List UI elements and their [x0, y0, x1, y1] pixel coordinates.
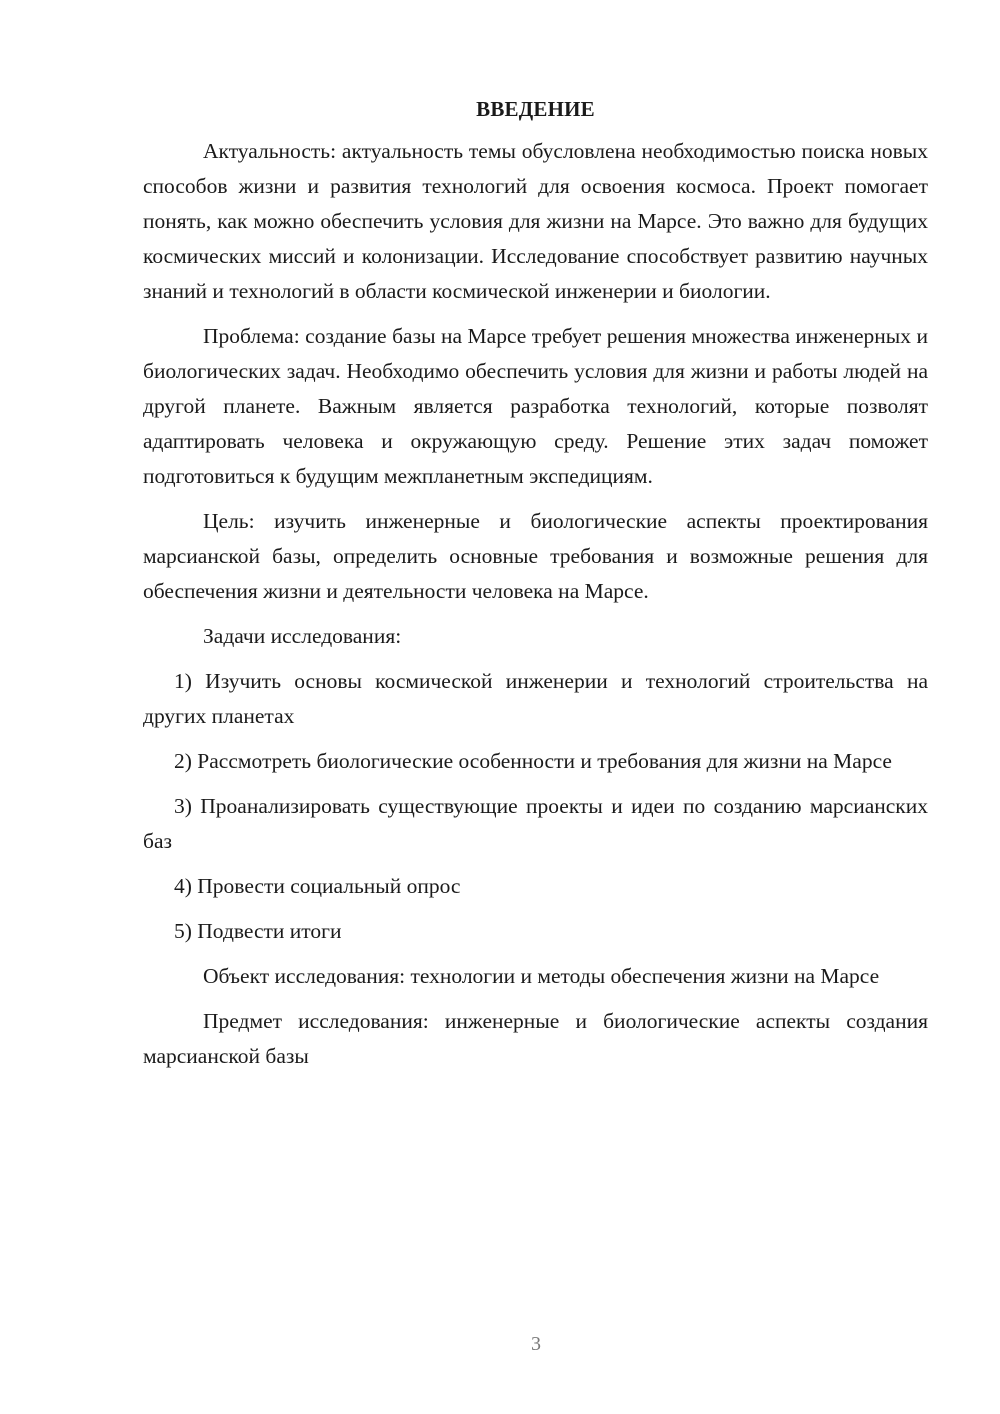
page-number: 3: [531, 1333, 541, 1355]
list-item: 2) Рассмотреть биологические особенности и требования для жизни на Марсе: [174, 749, 892, 773]
list-item: 3) Проанализировать существующие проекты и идеи по созданию марсианских баз: [143, 794, 928, 853]
list-item: 4) Провести социальный опрос: [174, 874, 461, 898]
list-item: 5) Подвести итоги: [174, 919, 342, 943]
tasks-heading: Задачи исследования:: [203, 624, 402, 648]
tasks-list: [143, 664, 928, 949]
paragraph-problem: Проблема: создание базы на Марсе требует решения множества инженерных и биологических задач. Необходимо обеспечить условия для жизни и работы людей на другой планете. Важным является разработка технологий, которые позволят адаптировать человека и окружающую среду. Решение этих задач поможет подготовиться к будущим межпланетным экспедициям.: [143, 324, 928, 488]
section-title: ВВЕДЕНИЕ: [476, 97, 595, 121]
paragraph-subject: Предмет исследования: инженерные и биологические аспекты создания марсианской базы: [143, 1009, 928, 1068]
list-item: 1) Изучить основы космической инженерии и технологий строительства на других планетах: [143, 669, 928, 728]
page-content: [143, 92, 928, 1084]
paragraph-object: Объект исследования: технологии и методы обеспечения жизни на Марсе: [203, 964, 880, 988]
paragraph-relevance: Актуальность: актуальность темы обусловлена необходимостью поиска новых способов жизни и развития технологий для освоения космоса. Проект помогает понять, как можно обеспечить условия для жизни на Марсе. Это важно для будущих космических миссий и колонизации. Исследование способствует развитию научных знаний и технологий в области космической инженерии и биологии.: [143, 139, 928, 303]
paragraph-goal: Цель: изучить инженерные и биологические аспекты проектирования марсианской базы, определить основные требования и возможные решения для обеспечения жизни и деятельности человека на Марсе.: [143, 509, 928, 603]
